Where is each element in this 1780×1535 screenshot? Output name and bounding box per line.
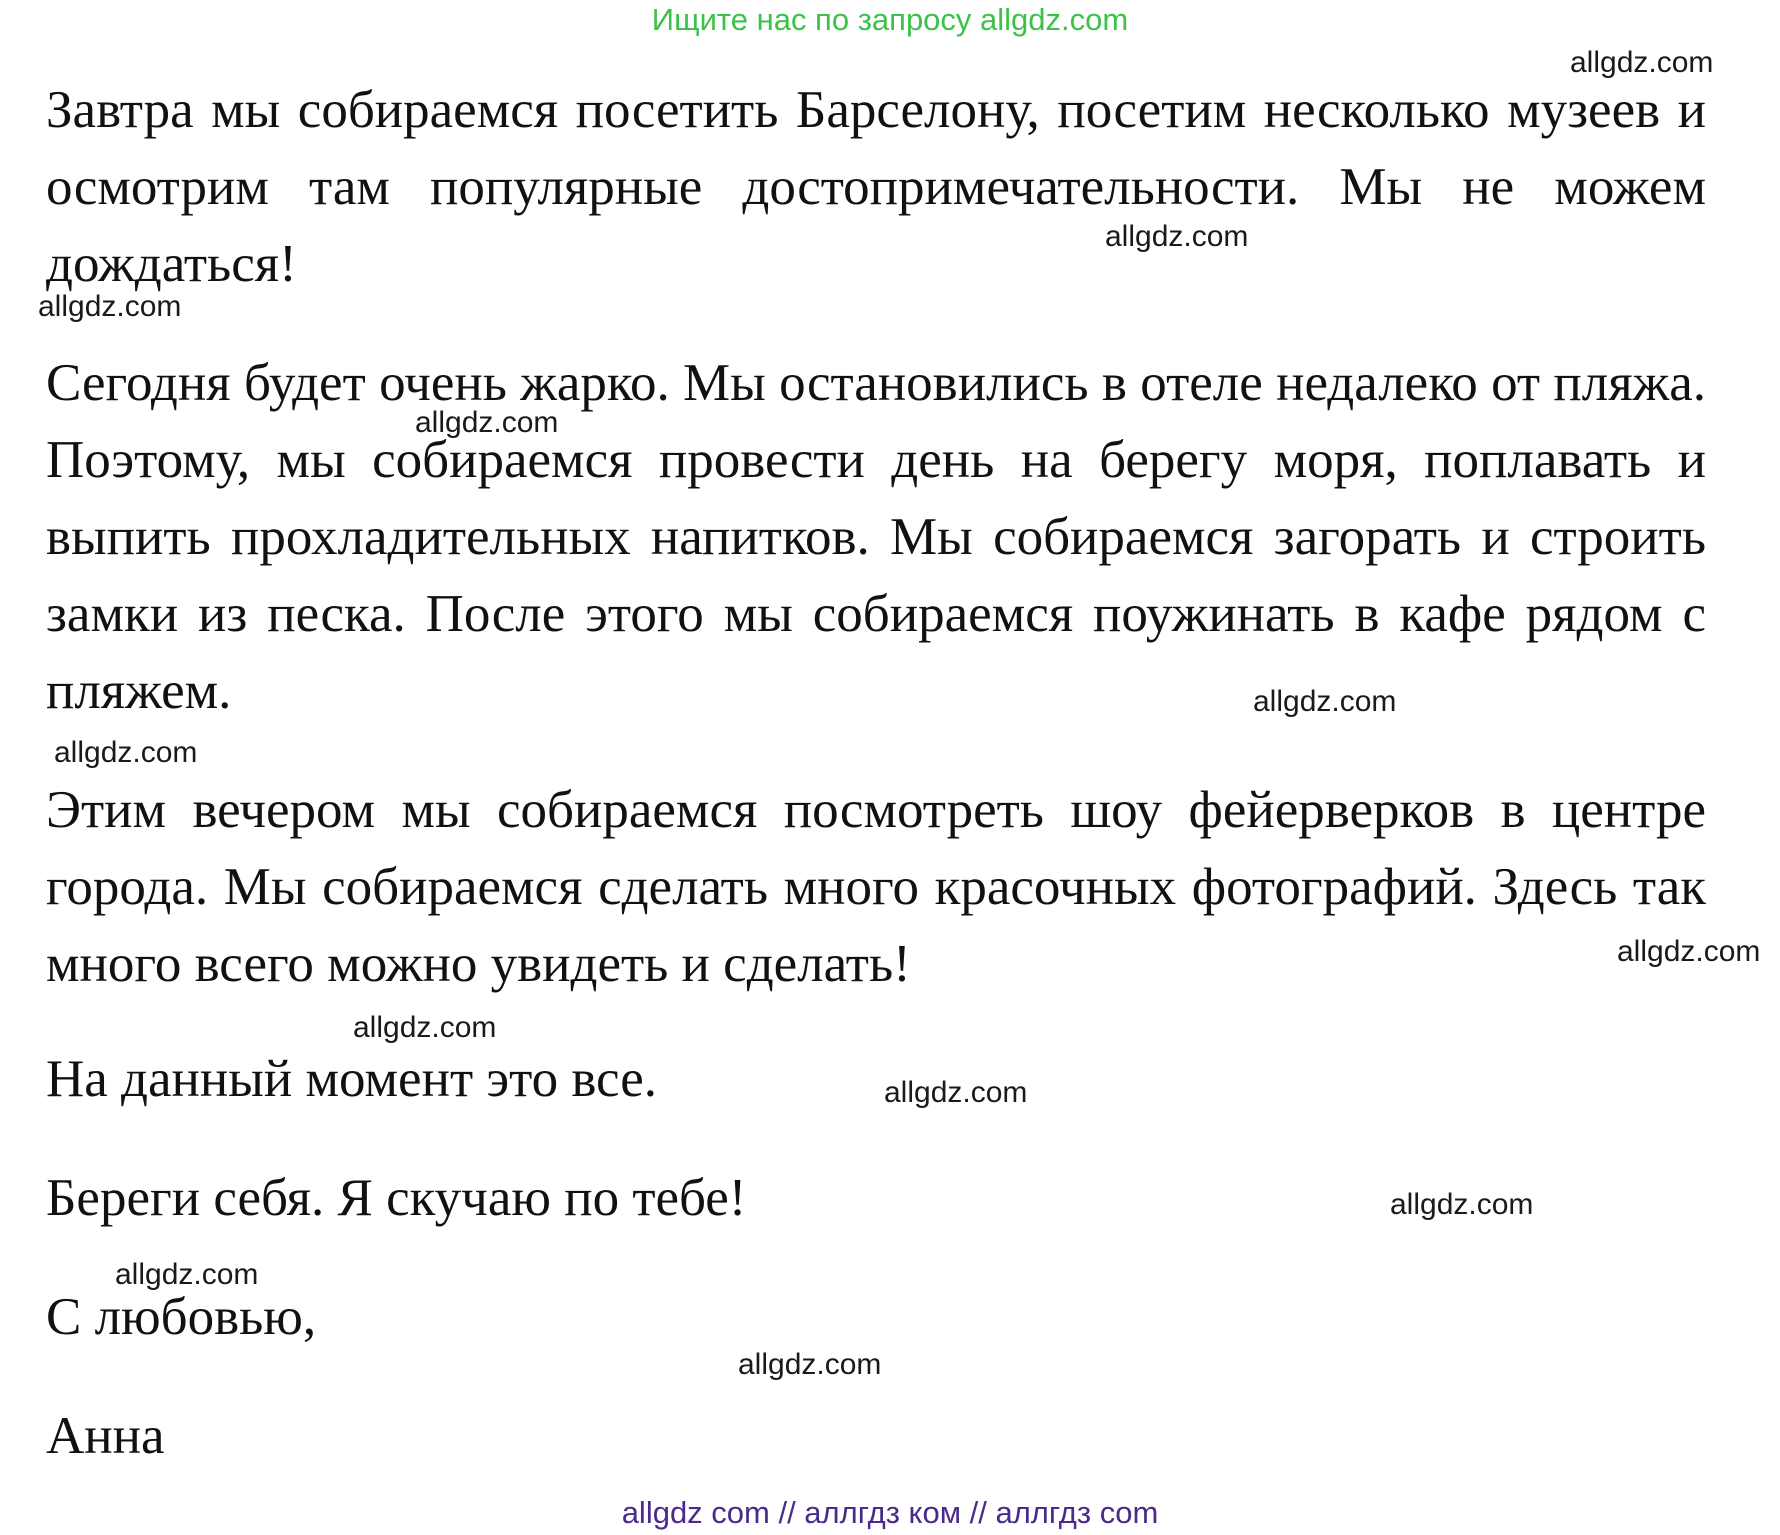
watermark: allgdz.com bbox=[54, 736, 198, 769]
footer-links: allgdz com // аллгдз ком // аллгдз com bbox=[621, 1495, 1159, 1530]
search-banner: Ищите нас по запросу allgdz.com bbox=[651, 2, 1129, 37]
paragraph-that-is-all: На данный момент это все. bbox=[46, 1050, 657, 1108]
watermark: allgdz.com bbox=[1570, 46, 1714, 79]
watermark: allgdz.com bbox=[353, 1011, 497, 1044]
watermark: allgdz.com bbox=[1617, 935, 1761, 968]
watermark: allgdz.com bbox=[1105, 220, 1249, 253]
watermark: allgdz.com bbox=[1390, 1188, 1534, 1221]
watermark: allgdz.com bbox=[38, 290, 182, 323]
watermark: allgdz.com bbox=[884, 1076, 1028, 1109]
paragraph-fireworks: Этим вечером мы собираемся посмотреть шоу фейерверков в центре города. Мы собираемся сделать много красочных фотографий. Здесь так много всего можно увидеть и сделать! bbox=[46, 781, 1706, 993]
watermark: allgdz.com bbox=[1253, 685, 1397, 718]
paragraph-barcelona: Завтра мы собираемся посетить Барселону, посетим несколько музеев и осмотрим там популярные достопримечательности. Мы не можем дождаться! bbox=[46, 81, 1706, 293]
paragraph-beach-day: Сегодня будет очень жарко. Мы остановились в отеле недалеко от пляжа. Поэтому, мы собираемся провести день на берегу моря, поплавать и выпить прохладительных напитков. Мы собираемся загорать и строить замки из песка. После этого мы собираемся поужинать в кафе рядом с пляжем. bbox=[46, 354, 1706, 720]
letter-body bbox=[46, 72, 1706, 1475]
letter-signature: Анна bbox=[46, 1407, 165, 1465]
watermark: allgdz.com bbox=[738, 1348, 882, 1381]
watermark: allgdz.com bbox=[415, 406, 559, 439]
watermark: allgdz.com bbox=[115, 1258, 259, 1291]
letter-closing: С любовью, bbox=[46, 1288, 317, 1346]
paragraph-take-care: Береги себя. Я скучаю по тебе! bbox=[46, 1169, 747, 1227]
